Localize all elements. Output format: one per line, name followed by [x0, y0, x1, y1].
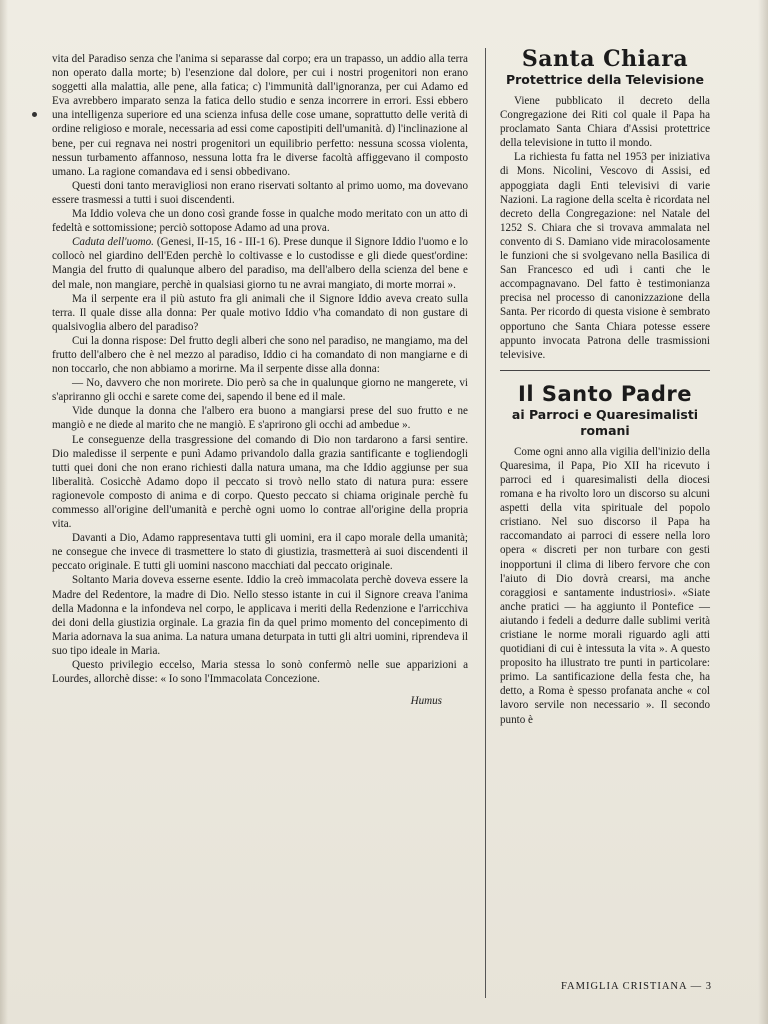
article-separator: [500, 370, 710, 371]
article-title-santo-padre: Il Santo Padre: [518, 381, 692, 406]
paragraph: vita del Paradiso senza che l'anima si separasse dal corpo; era un trapasso, un addio alla terra non operato dalla morte; b) l'esenzione dal dolore, per cui i nostri progenitori non erano soggetti alla malattia, alle pene, alla fatica; c) l'immunità dall'ignoranza, per cui Adamo ed Eva avrebbero imparato senza la fatica dello studio e senza incorrere in errori. Essi ebbero una intelligenza superiore ed una scienza infusa delle cose umane, soprattutto delle verità di ordine religioso e morale, necessaria ad essi come capostipiti dell'umanità. d) l'inclinazione al bene, per cui regnava nei nostri progenitori un equilibrio perfetto: nessuna scossa violenta, nessun turbamento affannoso, nessuna lotta fra le diverse facoltà affiggevano il composto umano. La ragione comandava ed i sensi obbedivano.: [52, 53, 468, 178]
paragraph: Ma il serpente era il più astuto fra gli animali che il Signore Iddio aveva creato sulla terra. Il quale disse alla donna: Per quale motivo Iddio v'ha comandato di non gustare di qualsivoglia albero del paradiso?: [52, 292, 468, 333]
paragraph: Ma Iddio voleva che un dono così grande fosse in qualche modo meritato con un atto di fedeltà e sottomissione; perciò sottopose Adamo ad una prova.: [52, 208, 468, 235]
article-subtitle: ai Parroci e Quaresimalisti romani: [511, 406, 699, 438]
paragraph: Come ogni anno alla vigilia dell'inizio della Quaresima, il Papa, Pio XII ha ricevuto i parroci ed i quaresimalisti della diocesi romana e ha rivolto loro un discorso su alcuni aspetti della vita spirituale del popolo cristiano. Nel suo discorso il Papa ha raccomandato ai parroci di essere nella loro opera « discreti per non turbare con gesti inopportuni il clima di libero fervore che con l'aiuto di Dio dovrà crearsi, ma anche coraggiosi e santamente industriosi». «Siate anche pratici — ha aggiunto il Pontefice — aiutando i fedeli a dedurre dalle sublimi verità cristiane le norme morali riguardo agli atti quotidiani di cui è intessuta la vita ». A questo proposito ha illustrato tre punti in particolare: primo. La santificazione della festa che, ha detto, a Roma è spesso profanata anche « col lavoro servile non necessario ». Il secondo punto è: [500, 445, 710, 726]
paragraph: Le conseguenze della trasgressione del comando di Dio non tardarono a farsi sentire. Dio maledisse il serpente e punì Adamo privandolo dalla grazia santificante e togliendogli tutti quei doni che non erano richiesti dalla natura umana, ma che Iddio aggiunse per sua liberalità. Cosicchè Adamo dopo il peccato si trovò nello stato di natura pura: essere ragionevole composto di anima e di corpo. Questo peccato si chiama originale perchè fu commesso all'origine dell'umanità e perchè ogni uomo lo contrae all'origine della propria vita.: [52, 433, 468, 531]
left-column-article: [52, 52, 468, 708]
article-santo-padre: [500, 445, 710, 727]
article-title-santa-chiara: Santa Chiara: [521, 46, 689, 72]
page-footer: FAMIGLIA CRISTIANA — 3: [560, 981, 712, 992]
column-divider: [485, 48, 486, 998]
section-label: Caduta dell'uomo.: [72, 236, 154, 249]
paragraph: Questo privilegio eccelso, Maria stessa lo sonò confermò nelle sue apparizioni a Lourdes, allorchè disse: « Io sono l'Immacolata Concezione.: [52, 659, 468, 686]
page-edge-shadow-left: [0, 0, 8, 1024]
article-subtitle: Protettrice della Televisione: [505, 72, 705, 87]
right-column: [500, 46, 710, 727]
paragraph: Cui la donna rispose: Del frutto degli alberi che sono nel paradiso, ne mangiamo, ma del frutto dell'albero che è nel mezzo al paradiso, Iddio ci ha comandato di non mangiarne e di non toccarlo, che non abbiamo a morirne. Ma il serpente disse alla donna:: [52, 334, 468, 376]
paragraph: Soltanto Maria doveva esserne esente. Iddio la creò immacolata perchè doveva essere la Madre del Redentore, la madre di Dio. Nello stesso istante in cui il Signore creava l'anima della Madonna e la infondeva nel corpo, le applicava i meriti della Redenzione e l'arricchiva dei doni della giustizia orginale. La grazia fin da quel primo momento del concepimento di Maria adornava la sua anima. La natura umana deturpata in tutti gli altri uomini, riprendeva il suo tipo ideale in Maria.: [52, 574, 468, 657]
paragraph: — No, davvero che non morirete. Dio però sa che in qualunque giorno ne mangerete, vi s'apriranno gli occhi e sarete come dei, sapendo il bene ed il male.: [52, 377, 468, 404]
paragraph-text: (Genesi, II-15, 16 - III-1 6). Prese dunque il Signore Iddio l'uomo e lo collocò nel giardino dell'Eden perchè lo coltivasse e lo custodisse e gli diede quest'ordine: Mangia del frutto di qualunque albero del paradiso, ma dell'albero della scienza del bene e del male, non mangiare, perchè in qualsiasi giorno tu ne avrai mangiato, di morte morrai ».: [52, 236, 468, 291]
paragraph: Vide dunque la donna che l'albero era buono a mangiarsi prese del suo frutto e ne mangiò e ne diede al marito che ne mangiò. E s'aprirono gli occhi ad ambedue ».: [52, 405, 468, 432]
paragraph: Questi doni tanto meravigliosi non erano riservati soltanto al primo uomo, ma dovevano essere trasmessi a tutti i suoi discendenti.: [52, 179, 468, 206]
article-santa-chiara: [500, 94, 710, 362]
author-signature: Humus: [410, 695, 442, 708]
ink-spot: [32, 112, 37, 117]
paragraph: [52, 235, 468, 291]
paragraph: La richiesta fu fatta nel 1953 per iniziativa di Mons. Nicolini, Vescovo di Assisi, ed appoggiata dagli Enti televisivi di varie Nazioni. La ragione della scelta è ricordata nel decreto della Congregazione: nel Natale del 1252 S. Chiara che si trovava ammalata nel convento di S. Damiano vide miracolosamente le funzioni che si svolgevano nella Basilica di San Francesco ed udì i canti che le accompagnavano. Del fatto è testimonianza precisa nel processo di canonizzazione della Santa. Per ricordo di questa visione è sembrato opportuno che Santa Chiara potesse essere appunto invocata Patrona delle trasmissioni televisive.: [500, 151, 710, 361]
paragraph: Viene pubblicato il decreto della Congregazione dei Riti col quale il Papa ha proclamato Santa Chiara d'Assisi protettrice della televisione in tutto il mondo.: [500, 95, 710, 150]
paragraph: Davanti a Dio, Adamo rappresentava tutti gli uomini, era il capo morale della umanità; ne consegue che invece di trasmettere lo stato di giustizia, trasmetterà ai suoi discendenti il peccato originale. E tutti gli uomini nascono macchiati dal peccato originale.: [52, 532, 468, 573]
page-edge-shadow-right: [758, 0, 768, 1024]
